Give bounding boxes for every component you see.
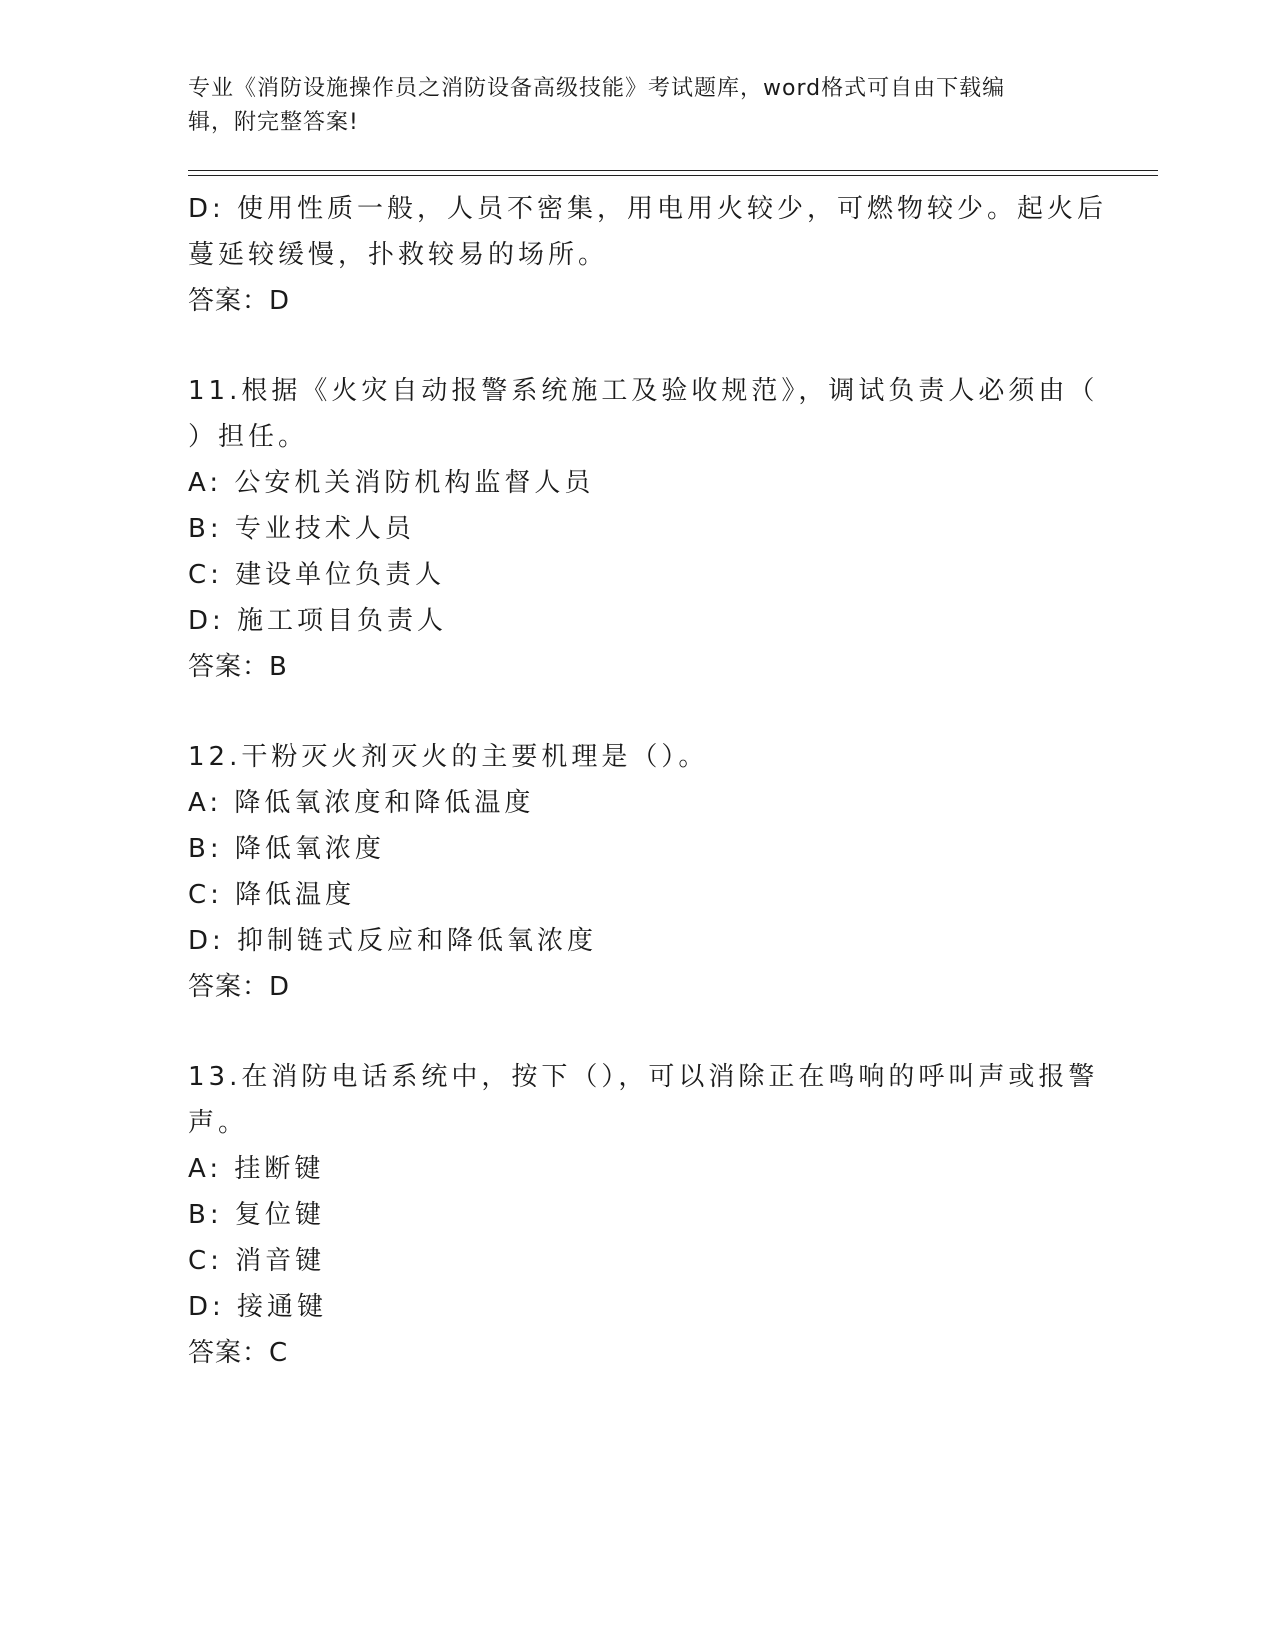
question-stem-line-1: 12.干粉灭火剂灭火的主要机理是（）。 (188, 742, 709, 772)
answer: 答案：C (188, 1338, 289, 1368)
question-12 (188, 734, 1088, 1010)
question-stem-line-2: ）担任。 (188, 422, 309, 452)
answer: 答案：B (188, 652, 288, 682)
header-title-line-1: 专业《消防设施操作员之消防设备高级技能》考试题库，word格式可自由下载编 (188, 76, 1006, 101)
option-d-line-1: D: 使用性质一般，人员不密集，用电用火较少，可燃物较少。起火后 (188, 194, 1108, 224)
option-d: D: 施工项目负责人 (188, 606, 448, 636)
option-d: D: 抑制链式反应和降低氧浓度 (188, 926, 598, 956)
header-divider-bottom (188, 175, 1158, 176)
question-11 (188, 368, 1099, 690)
option-c: C: 建设单位负责人 (188, 560, 446, 590)
option-a: A: 公安机关消防机构监督人员 (188, 468, 595, 498)
question-13 (188, 1054, 1099, 1376)
answer: 答案：D (188, 972, 291, 1002)
question-stem-line-1: 11.根据《火灾自动报警系统施工及验收规范》，调试负责人必须由（ (188, 376, 1099, 406)
question-stem-line-2: 声。 (188, 1108, 249, 1138)
header-title-line-2: 辑，附完整答案! (188, 110, 359, 135)
option-d: D: 接通键 (188, 1292, 328, 1322)
option-b: B: 复位键 (188, 1200, 325, 1230)
question-list (188, 186, 1108, 1376)
option-c: C: 降低温度 (188, 880, 356, 910)
option-a: A: 挂断键 (188, 1154, 325, 1184)
option-d-line-2: 蔓延较缓慢，扑救较易的场所。 (188, 240, 609, 270)
previous-question-tail (188, 186, 1108, 324)
document-header (188, 72, 1068, 140)
option-b: B: 降低氧浓度 (188, 834, 385, 864)
question-stem-line-1: 13.在消防电话系统中，按下（），可以消除正在鸣响的呼叫声或报警 (188, 1062, 1099, 1092)
answer: 答案：D (188, 286, 291, 316)
option-c: C: 消音键 (188, 1246, 326, 1276)
option-b: B: 专业技术人员 (188, 514, 415, 544)
option-a: A: 降低氧浓度和降低温度 (188, 788, 535, 818)
header-divider-top (188, 170, 1158, 171)
